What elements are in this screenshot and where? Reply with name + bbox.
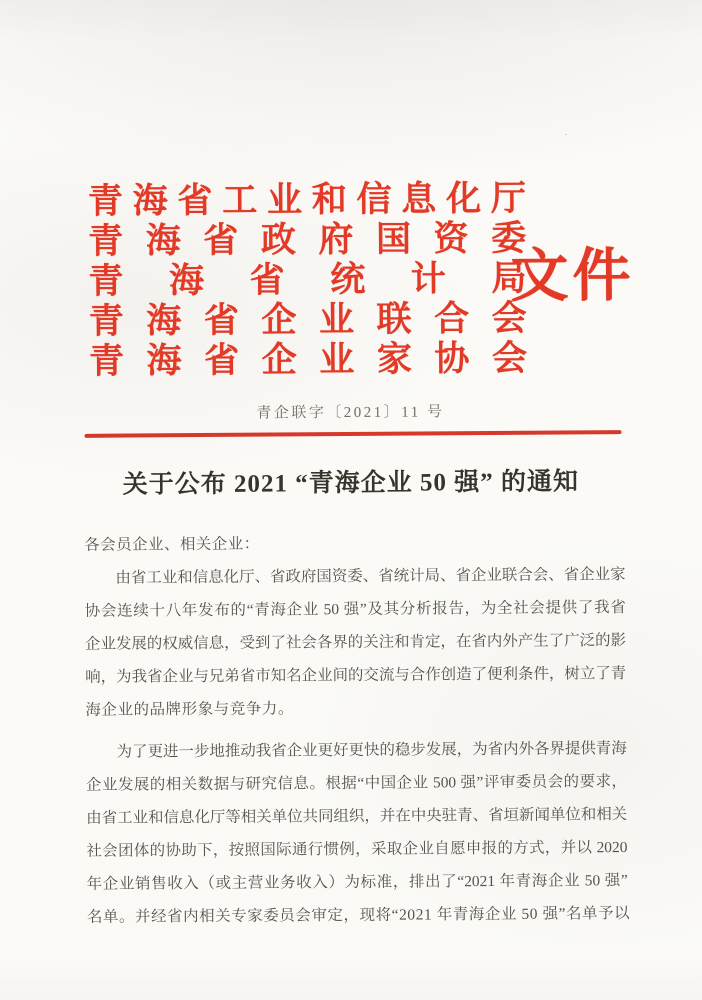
paragraph-2-line: 为了更进一步地推动我省企业更好更快的稳步发展，为省内外各界提供青海 (116, 740, 627, 761)
paragraph-2-line: 企业发展的相关数据与研究信息。根据“中国企业 500 强”评审委员会的要求， (85, 773, 628, 794)
paragraph-1-line: 企业发展的权威信息，受到了社会各界的关注和肯定，在省内外产生了广泛的影 (84, 632, 627, 653)
letterhead-agency-3: 青海省统计局 (88, 258, 527, 301)
paragraph-1-line: 海企业的品牌形象与竞争力。 (85, 700, 295, 719)
document-title: 关于公布 2021 “青海企业 50 强” 的通知 (122, 468, 580, 499)
letterhead-agency-2: 青海省政府国资委 (88, 218, 527, 261)
paragraph-2-line: 由省工业和信息化厅等相关单位共同组织，并在中央驻青、省垣新闻单位和相关 (86, 806, 628, 827)
paragraph-2-line: 名单。并经省内相关专家委员会审定，现将“2021 年青海企业 50 强”名单予以 (86, 905, 631, 926)
document-number: 青企联字〔2021〕11 号 (256, 404, 445, 422)
scan-speck-mark: · (564, 129, 568, 140)
paragraph-1-line: 由省工业和信息化厅、省政府国资委、省统计局、省企业联合会、省企业家 (115, 566, 626, 587)
document-body (84, 525, 631, 934)
paragraph-2-line: 社会团体的协助下，按照国际通行惯例，采取企业自愿申报的方式，并以 2020 (86, 839, 628, 860)
red-divider-line (85, 430, 622, 438)
paragraph-2 (85, 732, 631, 934)
letterhead-agency-4: 青海省企业联合会 (88, 298, 527, 341)
letterhead-document-label: 文件 (510, 243, 635, 309)
paragraph-1 (84, 558, 626, 727)
letterhead (88, 179, 527, 382)
paragraph-2-line: 年企业销售收入（或主营业务收入）为标准，排出了“2021 年青海企业 50 强” (86, 872, 628, 893)
paragraph-1-line: 协会连续十八年发布的“青海企业 50 强”及其分析报告，为全社会提供了我省 (84, 599, 626, 620)
letterhead-agency-5: 青海省企业家协会 (88, 338, 528, 381)
salutation: 各会员企业、相关企业： (84, 535, 260, 554)
letterhead-agency-1: 青海省工业和信息化厅 (87, 178, 527, 221)
paragraph-1-line: 响，为我省企业与兄弟省市知名企业间的交流与合作创造了便利条件，树立了青 (85, 665, 627, 686)
